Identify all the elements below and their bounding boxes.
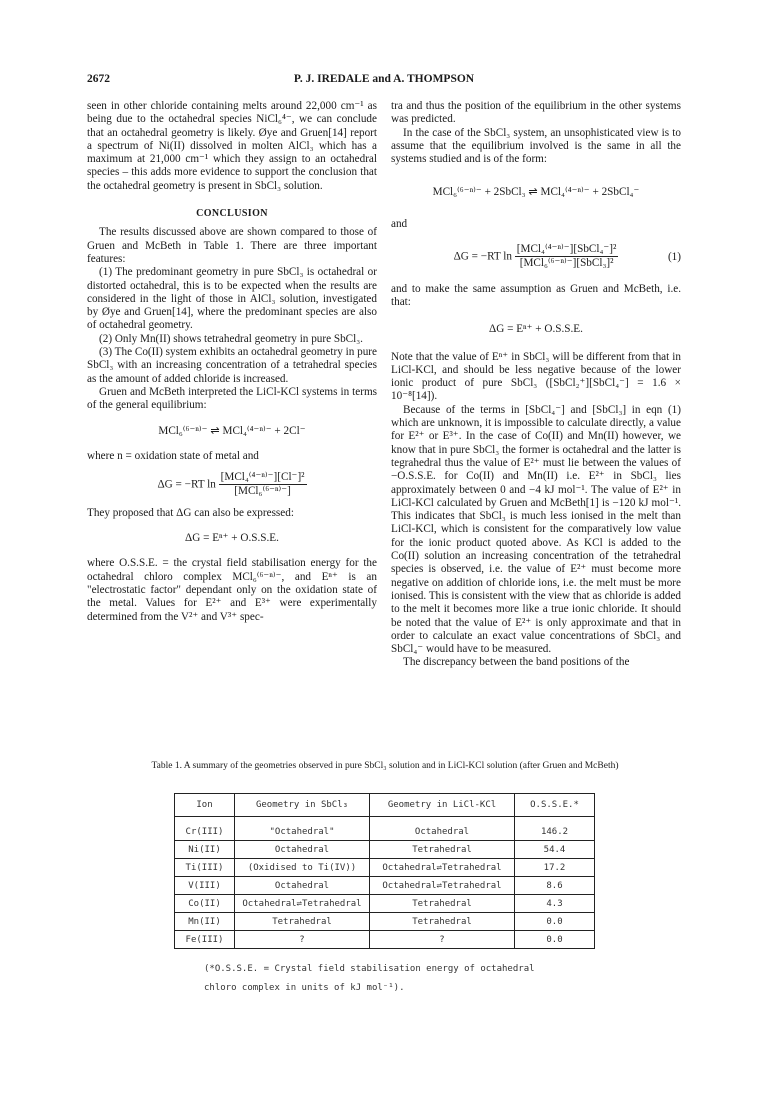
right-column <box>391 100 681 670</box>
cell-osse: 4.3 <box>515 895 595 913</box>
paragraph: tra and thus the position of the equilibrium in the other systems was predicted. <box>391 100 681 126</box>
cell-geometry-sbcl3: (Oxidised to Ti(IV)) <box>235 859 370 877</box>
fraction-numerator: [MCl₄⁽⁴⁻ⁿ⁾⁻][Cl⁻]² <box>219 471 307 485</box>
cell-geometry-sbcl3: Octahedral⇌Tetrahedral <box>235 895 370 913</box>
table-row <box>175 895 595 913</box>
paragraph: Because of the terms in [SbCl₄⁻] and [SbCl₃] in eqn (1) which are unknown, it is impossible to calculate directly, a value for E²⁺ or E³⁺. In the case of Co(II) and Mn(II) however, we know that in pure SbCl₃ the former is octahedral and the latter is tegrahedral thus the value of E²⁺ must lie between the values of −O.S.S.E. for Co(II) and Mn(II) i.e. E²⁺ in SbCl₃ lies approximately between 0 and −4 kJ mol⁻¹. The value of E²⁺ in LiCl-KCl calculated by Gruen and McBeth[1] is −120 kJ mol⁻¹. This indicates that SbCl₃ is much less ionised in the melt than LiCl-KCl, which is consistent for the comparatively low value for the ionic product quoted above. As KCl is added to the Co(II) solution an increasing concentration of the tetrahedral species is observed, i.e. the value of E²⁺ must become more negative on addition of chloride ions, i.e. the melt must be more ionised. This is consistent with the view that as chloride is added to the melt it becomes more like a true ionic chloride. It should be noted that the value of E²⁺ is only approximate and that in order to calculate an exact value concentrations of SbCl₃ and SbCl₄⁻ would have to be measured. <box>391 403 682 656</box>
equation-delta-g-licl <box>87 471 377 499</box>
paragraph: and to make the same assumption as Gruen and McBeth, i.e. that: <box>391 282 681 308</box>
page-number: 2672 <box>87 73 110 85</box>
fraction-numerator: [MCl₄⁽⁴⁻ⁿ⁾⁻][SbCl₄⁻]² <box>515 243 619 257</box>
cell-geometry-licl-kcl: Tetrahedral <box>370 913 515 931</box>
cell-geometry-licl-kcl: Tetrahedral <box>370 895 515 913</box>
cell-geometry-sbcl3: ? <box>235 931 370 949</box>
paragraph: Gruen and McBeth interpreted the LiCl-KCl systems in terms of the general equilibrium: <box>87 385 377 412</box>
table-row <box>175 913 595 931</box>
cell-geometry-sbcl3: "Octahedral" <box>235 817 370 841</box>
footnote-line: (*O.S.S.E. = Crystal field stabilisation energy of octahedral <box>204 964 535 974</box>
cell-geometry-licl-kcl: Tetrahedral <box>370 841 515 859</box>
cell-geometry-sbcl3: Tetrahedral <box>235 913 370 931</box>
equation-lhs: ΔG = −RT ln <box>453 250 512 263</box>
cell-ion: Cr(III) <box>175 817 235 841</box>
table-footnote <box>204 960 634 998</box>
paragraph: The discrepancy between the band positions of the <box>403 656 630 669</box>
equation-delta-g-energy: ΔG = Eⁿ⁺ + O.S.S.E. <box>185 532 279 545</box>
fraction-denominator: [MCl₆⁽⁶⁻ⁿ⁾⁻] <box>234 485 291 498</box>
column-header-geometry-licl-kcl: Geometry in LiCl-KCl <box>370 794 515 817</box>
paragraph: seen in other chloride containing melts around 22,000 cm⁻¹ as being due to the octahedral species NiCl₆⁴⁻, we can conclude that an octahedral geometry is likely. Øye and Gruen[14] report a spectrum of Ni(II) dissolved in molten AlCl₃ which has a maximum at 21,000 cm⁻¹ which they assign to an octahedral species – this adds more evidence to support the conclusion that the octahedral geometry is present in SbCl₃ solution. <box>87 100 377 192</box>
cell-geometry-licl-kcl: Octahedral⇌Tetrahedral <box>370 859 515 877</box>
cell-osse: 54.4 <box>515 841 595 859</box>
paragraph: (1) The predominant geometry in pure SbCl₃ is octahedral or distorted octahedral, this is to be expected when the results are considered in the light of those in AlCl₃ solution, investigated by Øye and Gruen[14], where the predominant species are also of octahedral geometry. <box>87 266 377 332</box>
cell-geometry-licl-kcl: Octahedral⇌Tetrahedral <box>370 877 515 895</box>
paragraph: where O.S.S.E. = the crystal field stabilisation energy for the octahedral chloro complex MCl₆⁽⁶⁻ⁿ⁾⁻, and Eⁿ⁺ is an "electrostatic factor" dependant only on the oxidation state of the metal. Values for E²⁺ and E³⁺ were experimentally determined from the V²⁺ and V³⁺ spec- <box>87 557 377 623</box>
equation-equilibrium: MCl₆⁽⁶⁻ⁿ⁾⁻ ⇌ MCl₄⁽⁴⁻ⁿ⁾⁻ + 2Cl⁻ <box>158 424 306 437</box>
paragraph: In the case of the SbCl₃ system, an unsophisticated view is to assume that the equilibrium involved is the same in all the systems studied and is of the form: <box>391 126 681 166</box>
column-header-geometry-sbcl3: Geometry in SbCl₃ <box>235 794 370 817</box>
cell-osse: 0.0 <box>515 913 595 931</box>
paragraph: They proposed that ΔG can also be expressed: <box>87 506 294 519</box>
cell-ion: Mn(II) <box>175 913 235 931</box>
footnote-line: chloro complex in units of kJ mol⁻¹). <box>204 983 405 993</box>
equation-number: (1) <box>667 251 681 264</box>
cell-osse: 0.0 <box>515 931 595 949</box>
equation-fraction <box>219 471 307 499</box>
cell-osse: 17.2 <box>515 859 595 877</box>
column-header-ion: Ion <box>175 794 235 817</box>
cell-ion: Ni(II) <box>175 841 235 859</box>
table-row <box>175 859 595 877</box>
cell-geometry-sbcl3: Octahedral <box>235 841 370 859</box>
cell-osse: 8.6 <box>515 877 595 895</box>
left-column <box>87 100 377 624</box>
cell-geometry-licl-kcl: Octahedral <box>370 817 515 841</box>
table-row <box>175 931 595 949</box>
table-row <box>175 817 595 841</box>
paragraph: (2) Only Mn(II) shows tetrahedral geometry in pure SbCl₃. <box>99 332 363 345</box>
cell-geometry-sbcl3: Octahedral <box>235 877 370 895</box>
section-heading-conclusion: CONCLUSION <box>196 208 268 220</box>
paragraph: The results discussed above are shown compared to those of Gruen and McBeth in Table 1. There are three important features: <box>87 226 377 265</box>
cell-geometry-licl-kcl: ? <box>370 931 515 949</box>
paragraph: (3) The Co(II) system exhibits an octahedral geometry in pure SbCl₃ with an increasing concentration of a tetrahedral species as the amount of added chloride is increased. <box>87 346 377 385</box>
running-header-authors: P. J. IREDALE and A. THOMPSON <box>293 73 475 85</box>
equation-sbcl3-equilibrium: MCl₆⁽⁶⁻ⁿ⁾⁻ + 2SbCl₃ ⇌ MCl₄⁽⁴⁻ⁿ⁾⁻ + 2SbCl₄⁻ <box>432 186 640 199</box>
paragraph: where n = oxidation state of metal and <box>87 449 259 462</box>
paragraph-and: and <box>391 217 408 230</box>
cell-ion: V(III) <box>175 877 235 895</box>
cell-ion: Ti(III) <box>175 859 235 877</box>
equation-delta-g-energy: ΔG = Eⁿ⁺ + O.S.S.E. <box>489 323 583 336</box>
table-row <box>175 877 595 895</box>
geometry-table <box>174 793 595 949</box>
column-header-osse: O.S.S.E.* <box>515 794 595 817</box>
equation-delta-g-sbcl3 <box>391 243 681 271</box>
cell-osse: 146.2 <box>515 817 595 841</box>
cell-ion: Co(II) <box>175 895 235 913</box>
equation-lhs: ΔG = −RT ln <box>157 478 216 491</box>
table-header-row <box>175 794 595 817</box>
equation-fraction <box>515 243 619 271</box>
cell-ion: Fe(III) <box>175 931 235 949</box>
table-row <box>175 841 595 859</box>
table-caption: Table 1. A summary of the geometries observed in pure SbCl₃ solution and in LiCl-KCl solution (after Gruen and McBeth) <box>151 761 619 771</box>
paragraph: Note that the value of Eⁿ⁺ in SbCl₃ will be different from that in LiCl-KCl, and should be less negative because of the lower ionic product of pure SbCl₃ ([SbCl₂⁺][SbCl₄⁻] = 1.6 × 10⁻⁸[14]). <box>391 350 681 403</box>
fraction-denominator: [MCl₆⁽⁶⁻ⁿ⁾⁻][SbCl₃]² <box>519 257 614 270</box>
